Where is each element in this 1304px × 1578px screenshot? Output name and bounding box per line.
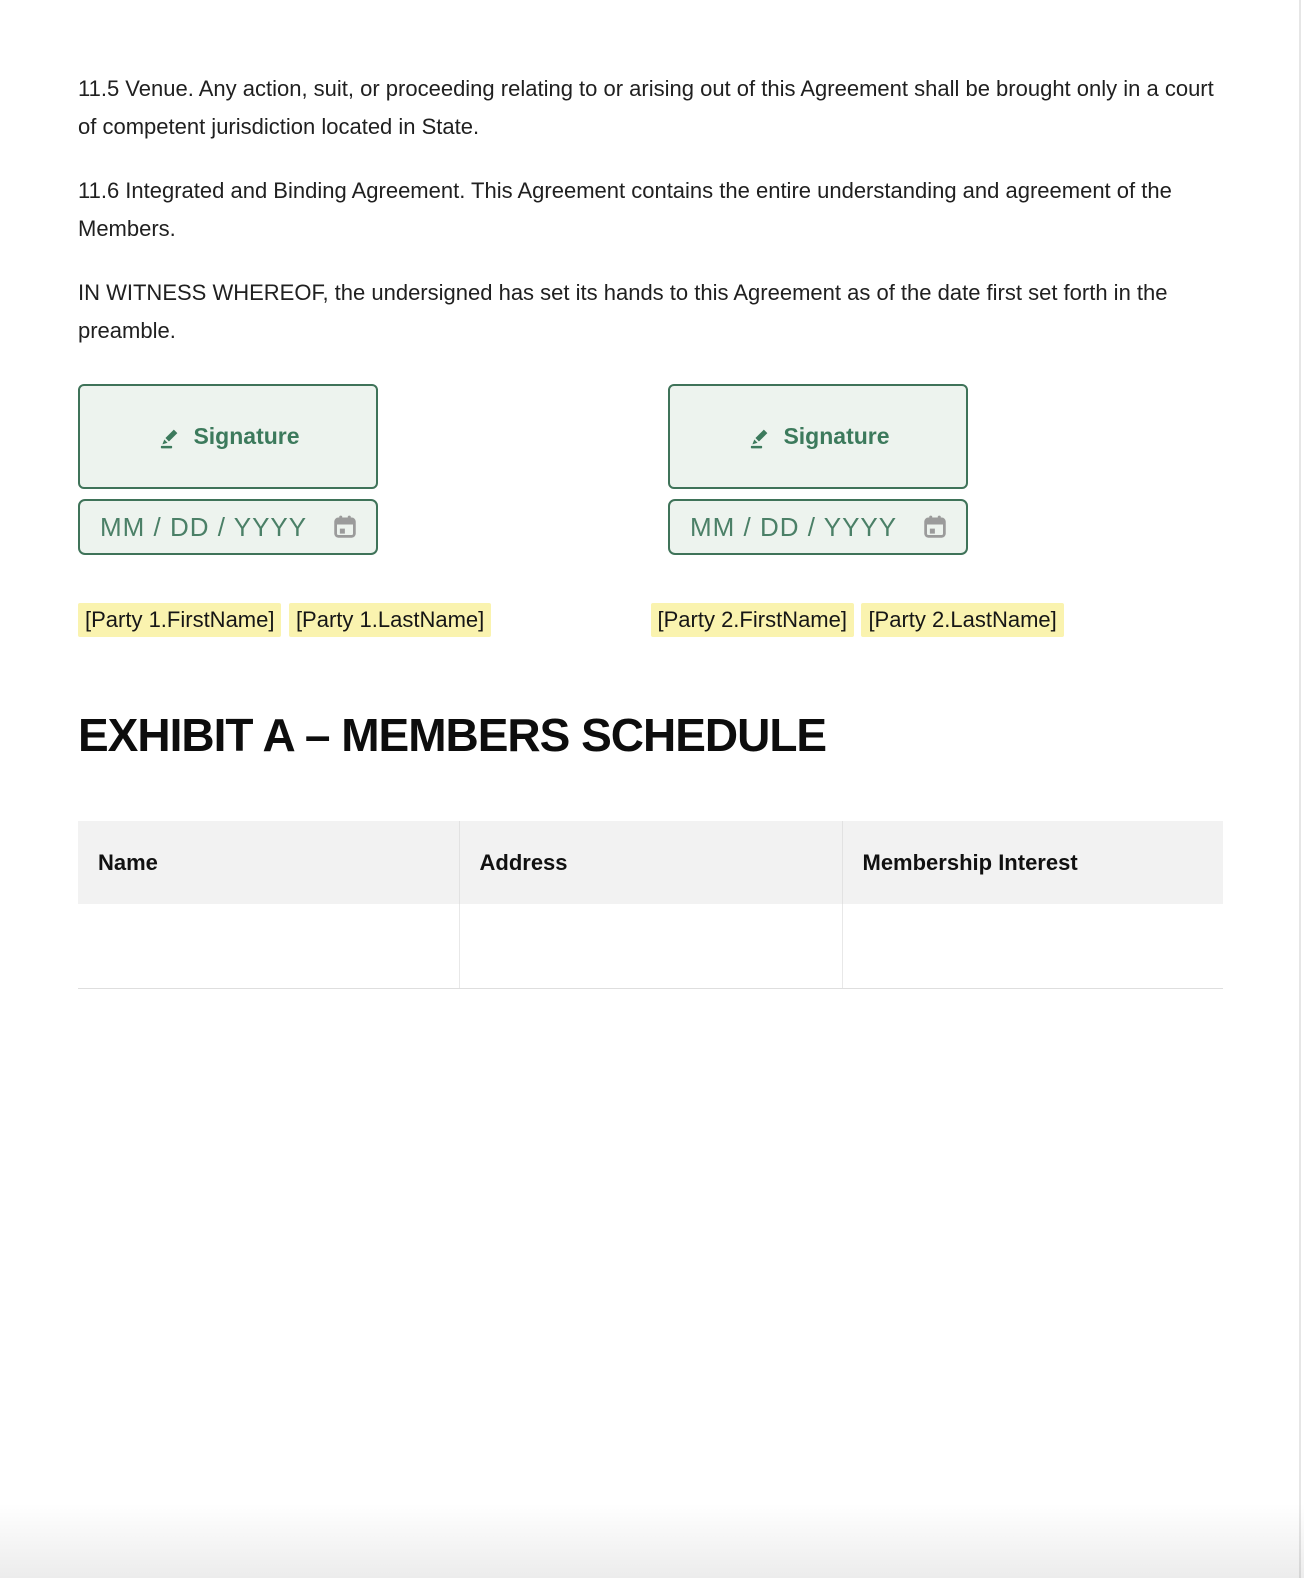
date-placeholder: MM / DD / YYYY (100, 511, 308, 542)
calendar-icon[interactable] (920, 512, 950, 542)
party1-firstname-token[interactable]: [Party 1.FirstName] (78, 603, 281, 637)
party-name-tokens-row (78, 603, 1223, 637)
column-header-membership-interest: Membership Interest (842, 821, 1223, 904)
table-cell-name (78, 904, 459, 988)
party1-lastname-token[interactable]: [Party 1.LastName] (289, 603, 491, 637)
date-field-party2[interactable] (668, 499, 968, 555)
paragraph-11-6-integrated-agreement: 11.6 Integrated and Binding Agreement. This Agreement contains the entire understanding and agreement of the Members. (78, 178, 1172, 241)
date-field-party1[interactable] (78, 499, 378, 555)
page-right-edge-line (1299, 0, 1301, 1578)
members-schedule-table (78, 821, 1223, 989)
exhibit-a-heading: EXHIBIT A – MEMBERS SCHEDULE (78, 709, 827, 761)
table-cell-membership-interest (842, 904, 1223, 988)
signature-field-party2[interactable] (668, 384, 968, 489)
party2-signature-column (668, 384, 968, 555)
paragraph-11-5-venue: 11.5 Venue. Any action, suit, or proceeding relating to or arising out of this Agreement shall be brought only in a court of competent jurisdiction located in State. (78, 76, 1214, 139)
table-header-row (78, 821, 1223, 904)
table-row (78, 904, 1223, 988)
paragraph-in-witness-whereof: IN WITNESS WHEREOF, the undersigned has set its hands to this Agreement as of the date first set forth in the preamble. (78, 280, 1168, 343)
party2-firstname-token[interactable]: [Party 2.FirstName] (651, 603, 854, 637)
signature-field-label: Signature (783, 423, 890, 449)
column-header-address: Address (459, 821, 842, 904)
signature-field-party1[interactable] (78, 384, 378, 489)
column-header-name: Name (78, 821, 459, 904)
table-cell-address (459, 904, 842, 988)
party2-name-tokens (651, 603, 1224, 637)
party1-name-tokens (78, 603, 651, 637)
signature-fields-row (78, 384, 1223, 555)
date-placeholder: MM / DD / YYYY (690, 511, 898, 542)
signature-field-label: Signature (193, 423, 300, 449)
page-bottom-shadow (0, 1503, 1304, 1578)
pen-icon (746, 423, 774, 451)
party1-signature-column (78, 384, 378, 555)
party2-lastname-token[interactable]: [Party 2.LastName] (861, 603, 1063, 637)
calendar-icon[interactable] (330, 512, 360, 542)
pen-icon (156, 423, 184, 451)
